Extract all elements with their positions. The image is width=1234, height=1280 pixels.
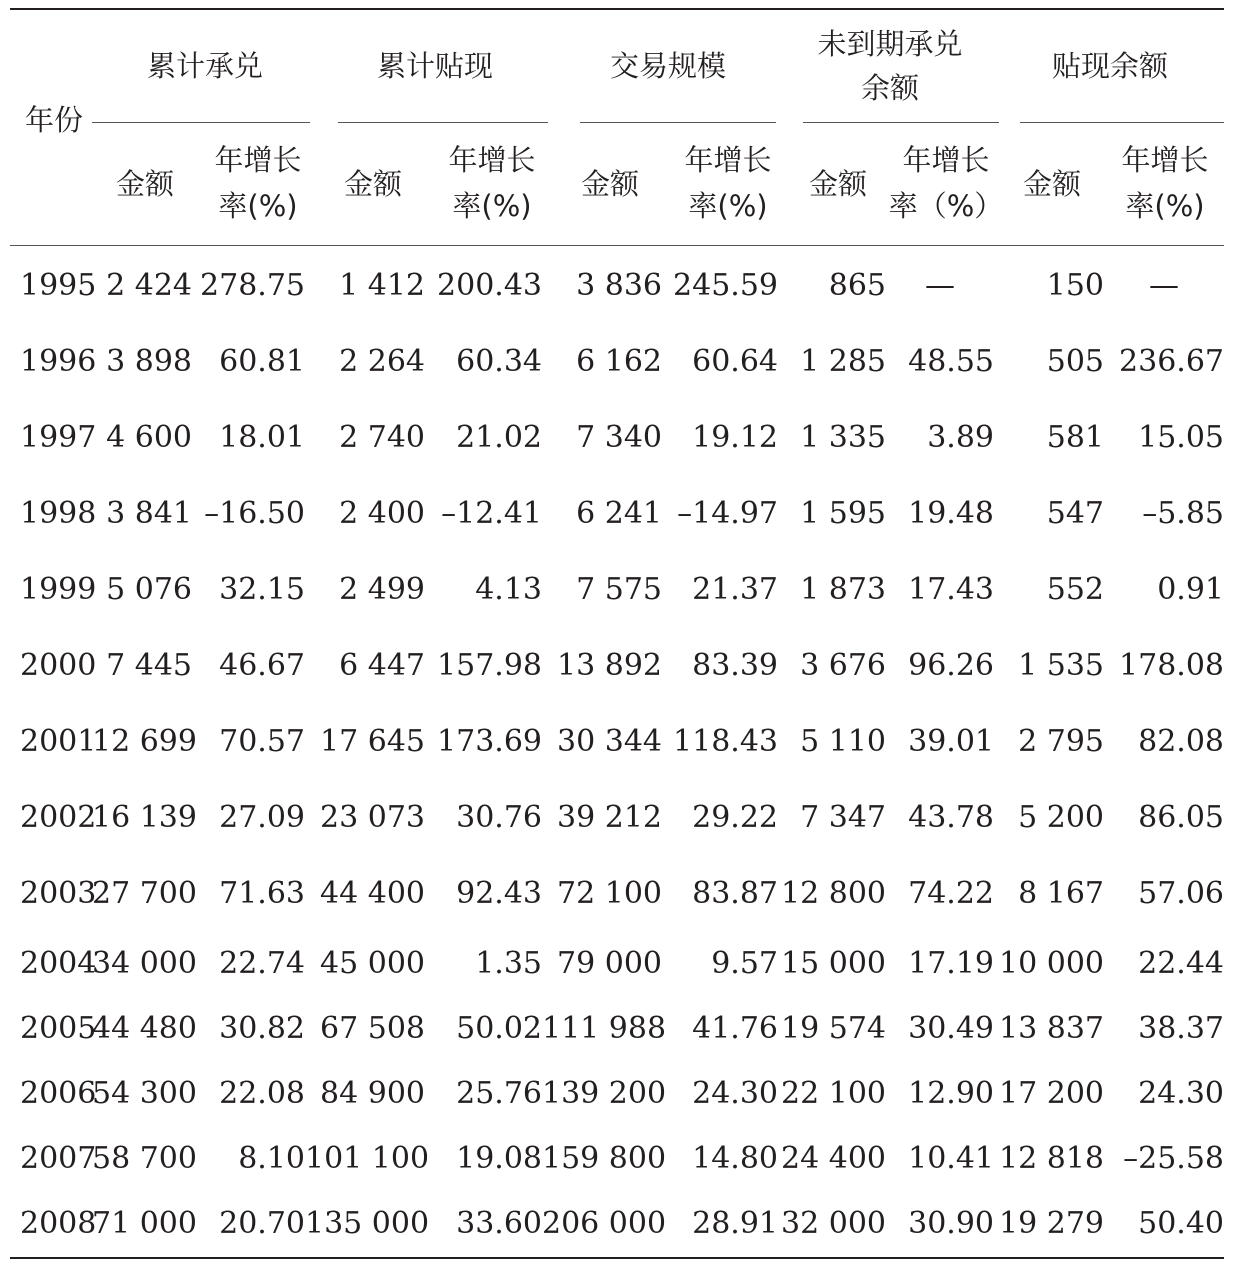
- amount-cell: 34 000: [92, 946, 197, 981]
- growth-cell: 29.22: [692, 799, 778, 835]
- growth-cell: 236.67: [1119, 343, 1224, 379]
- growth-cell: 30.90: [908, 1206, 994, 1241]
- table-row: [10, 247, 1224, 323]
- subheader-amount-5: 金额: [1022, 167, 1081, 201]
- year-cell: 1996: [20, 343, 97, 379]
- growth-cell: 18.01: [219, 419, 305, 455]
- amount-cell: 1 535: [1018, 647, 1104, 683]
- growth-cell: 92.43: [456, 875, 542, 911]
- table-row: [10, 627, 1224, 703]
- amount-cell: 6 241: [576, 495, 662, 531]
- growth-cell: 33.60: [456, 1206, 542, 1241]
- growth-cell: 0.91: [1157, 571, 1224, 607]
- amount-cell: 39 212: [557, 799, 662, 835]
- amount-cell: 12 818: [999, 1141, 1104, 1176]
- growth-cell: 178.08: [1119, 647, 1224, 683]
- amount-cell: 17 645: [320, 723, 425, 759]
- amount-cell: 27 700: [92, 875, 197, 911]
- group-header-trading-volume: 交易规模: [609, 49, 726, 83]
- growth-cell: 20.70: [219, 1206, 305, 1241]
- growth-cell: –5.85: [1142, 495, 1224, 531]
- growth-cell: 57.06: [1138, 875, 1224, 911]
- growth-cell: 30.76: [456, 799, 542, 835]
- growth-cell: 60.81: [219, 343, 305, 379]
- year-cell: 2007: [20, 1141, 97, 1176]
- table-row: [10, 779, 1224, 855]
- growth-cell: 39.01: [908, 723, 994, 759]
- table-row: [10, 475, 1224, 551]
- amount-cell: 30 344: [557, 723, 662, 759]
- table-row: [10, 399, 1224, 475]
- growth-cell: 19.08: [456, 1141, 542, 1176]
- amount-cell: 7 340: [576, 419, 662, 455]
- growth-cell: 12.90: [908, 1076, 994, 1111]
- amount-cell: 1 873: [800, 571, 886, 607]
- year-cell: 1999: [20, 571, 97, 607]
- growth-cell: 71.63: [219, 875, 305, 911]
- amount-cell: 3 841: [106, 495, 192, 531]
- amount-cell: 865: [828, 267, 886, 303]
- amount-cell: 2 424: [106, 267, 192, 303]
- growth-cell: 48.55: [908, 343, 994, 379]
- amount-cell: 54 300: [92, 1076, 197, 1111]
- year-cell: 1997: [20, 419, 97, 455]
- growth-cell: 41.76: [692, 1011, 778, 1046]
- header-bottom-rule: [10, 245, 1224, 246]
- amount-cell: 4 600: [106, 419, 192, 455]
- table-row: [10, 323, 1224, 399]
- data-table: [10, 247, 1224, 1256]
- group-rule-trading-volume: [580, 122, 776, 123]
- amount-cell: 67 508: [320, 1011, 425, 1046]
- table-row: [10, 703, 1224, 779]
- group-rule-outstanding-acceptance: [803, 122, 999, 123]
- growth-cell: 14.80: [692, 1141, 778, 1176]
- amount-cell: 2 740: [339, 419, 425, 455]
- amount-cell: 22 100: [781, 1076, 886, 1111]
- growth-cell: 17.43: [908, 571, 994, 607]
- group-rule-cumulative-discount: [338, 122, 548, 123]
- amount-cell: 7 445: [106, 647, 192, 683]
- amount-cell: 84 900: [320, 1076, 425, 1111]
- table-row: [10, 1191, 1224, 1256]
- subheader-amount-4: 金额: [808, 167, 867, 201]
- subheader-growth-2-line2: 率(%): [452, 189, 532, 223]
- amount-cell: 1 412: [339, 267, 425, 303]
- table-bottom-rule: [10, 1257, 1224, 1259]
- growth-cell: –25.58: [1123, 1141, 1224, 1176]
- amount-cell: 16 139: [92, 799, 197, 835]
- group-header-cumulative-acceptance: 累计承兑: [146, 49, 263, 83]
- growth-cell: 15.05: [1138, 419, 1224, 455]
- growth-cell: 9.57: [711, 946, 778, 981]
- growth-cell: 22.44: [1138, 946, 1224, 981]
- growth-cell: 173.69: [437, 723, 542, 759]
- growth-cell: 17.19: [908, 946, 994, 981]
- growth-cell: 22.08: [219, 1076, 305, 1111]
- amount-cell: 24 400: [781, 1141, 886, 1176]
- subheader-amount-3: 金额: [580, 167, 639, 201]
- amount-cell: 13 892: [557, 647, 662, 683]
- table-row: [10, 1061, 1224, 1126]
- amount-cell: 159 800: [542, 1141, 667, 1176]
- amount-cell: 2 795: [1018, 723, 1104, 759]
- growth-cell: 157.98: [437, 647, 542, 683]
- amount-cell: 15 000: [781, 946, 886, 981]
- growth-cell: 46.67: [219, 647, 305, 683]
- amount-cell: 44 400: [320, 875, 425, 911]
- growth-cell: 82.08: [1138, 723, 1224, 759]
- amount-cell: 7 347: [800, 799, 886, 835]
- amount-cell: 5 076: [106, 571, 192, 607]
- year-header: 年份: [24, 103, 83, 137]
- amount-cell: 552: [1046, 571, 1104, 607]
- growth-cell: 96.26: [908, 647, 994, 683]
- growth-cell: –14.97: [677, 495, 778, 531]
- growth-cell: 86.05: [1138, 799, 1224, 835]
- growth-cell: 30.49: [908, 1011, 994, 1046]
- year-cell: 1995: [20, 267, 97, 303]
- amount-cell: 1 285: [800, 343, 886, 379]
- amount-cell: 17 200: [999, 1076, 1104, 1111]
- year-cell: 2002: [20, 799, 97, 835]
- group-header-discount-balance: 贴现余额: [1051, 49, 1168, 83]
- growth-cell: 70.57: [219, 723, 305, 759]
- subheader-amount-1: 金额: [115, 167, 174, 201]
- growth-cell: 83.87: [692, 875, 778, 911]
- growth-cell: 27.09: [219, 799, 305, 835]
- subheader-growth-1-line1: 年增长: [214, 143, 302, 177]
- subheader-growth-1-line2: 率(%): [218, 189, 298, 223]
- growth-cell: 19.12: [692, 419, 778, 455]
- growth-cell: 28.91: [692, 1206, 778, 1241]
- growth-cell: —: [1149, 267, 1179, 303]
- growth-cell: 19.48: [908, 495, 994, 531]
- table-row: [10, 931, 1224, 996]
- amount-cell: 5 200: [1018, 799, 1104, 835]
- growth-cell: —: [925, 267, 955, 303]
- amount-cell: 10 000: [999, 946, 1104, 981]
- growth-cell: 245.59: [673, 267, 778, 303]
- year-cell: 2004: [20, 946, 97, 981]
- amount-cell: 72 100: [557, 875, 662, 911]
- amount-cell: 206 000: [542, 1206, 667, 1241]
- year-cell: 2003: [20, 875, 97, 911]
- growth-cell: 8.10: [238, 1141, 305, 1176]
- table-row: [10, 1126, 1224, 1191]
- year-cell: 1998: [20, 495, 97, 531]
- table-row: [10, 855, 1224, 931]
- growth-cell: 278.75: [200, 267, 305, 303]
- amount-cell: 13 837: [999, 1011, 1104, 1046]
- subheader-growth-4-line2: 率（%）: [888, 189, 1004, 223]
- growth-cell: 24.30: [1138, 1076, 1224, 1111]
- growth-cell: –12.41: [441, 495, 542, 531]
- amount-cell: 8 167: [1018, 875, 1104, 911]
- growth-cell: 32.15: [219, 571, 305, 607]
- amount-cell: 12 699: [92, 723, 197, 759]
- amount-cell: 6 447: [339, 647, 425, 683]
- amount-cell: 2 264: [339, 343, 425, 379]
- amount-cell: 139 200: [542, 1076, 667, 1111]
- growth-cell: 21.02: [456, 419, 542, 455]
- growth-cell: 83.39: [692, 647, 778, 683]
- growth-cell: 22.74: [219, 946, 305, 981]
- growth-cell: 118.43: [673, 723, 778, 759]
- growth-cell: 200.43: [437, 267, 542, 303]
- growth-cell: 50.02: [456, 1011, 542, 1046]
- amount-cell: 135 000: [305, 1206, 430, 1241]
- growth-cell: 24.30: [692, 1076, 778, 1111]
- amount-cell: 45 000: [320, 946, 425, 981]
- amount-cell: 3 836: [576, 267, 662, 303]
- subheader-growth-5-line2: 率(%): [1125, 189, 1205, 223]
- amount-cell: 101 100: [305, 1141, 430, 1176]
- growth-cell: 50.40: [1138, 1206, 1224, 1241]
- subheader-growth-4-line1: 年增长: [902, 143, 990, 177]
- growth-cell: 1.35: [475, 946, 542, 981]
- group-rule-discount-balance: [1020, 122, 1224, 123]
- amount-cell: 32 000: [781, 1206, 886, 1241]
- growth-cell: 25.76: [456, 1076, 542, 1111]
- subheader-growth-5-line1: 年增长: [1121, 143, 1209, 177]
- amount-cell: 7 575: [576, 571, 662, 607]
- amount-cell: 19 279: [999, 1206, 1104, 1241]
- growth-cell: 43.78: [908, 799, 994, 835]
- amount-cell: 1 335: [800, 419, 886, 455]
- group-header-cumulative-discount: 累计贴现: [376, 49, 493, 83]
- amount-cell: 19 574: [781, 1011, 886, 1046]
- amount-cell: 581: [1046, 419, 1104, 455]
- amount-cell: 3 898: [106, 343, 192, 379]
- subheader-growth-3-line1: 年增长: [684, 143, 772, 177]
- growth-cell: 60.64: [692, 343, 778, 379]
- amount-cell: 505: [1046, 343, 1104, 379]
- growth-cell: 60.34: [456, 343, 542, 379]
- amount-cell: 79 000: [557, 946, 662, 981]
- group-header-outstanding-acceptance-line1: 未到期承兑: [817, 27, 963, 61]
- table-top-rule: [10, 8, 1224, 10]
- amount-cell: 1 595: [800, 495, 886, 531]
- group-rule-cumulative-acceptance: [92, 122, 310, 123]
- table-row: [10, 551, 1224, 627]
- amount-cell: 5 110: [800, 723, 886, 759]
- growth-cell: –16.50: [204, 495, 305, 531]
- amount-cell: 150: [1046, 267, 1104, 303]
- year-cell: 2000: [20, 647, 97, 683]
- growth-cell: 3.89: [927, 419, 994, 455]
- growth-cell: 21.37: [692, 571, 778, 607]
- amount-cell: 58 700: [92, 1141, 197, 1176]
- amount-cell: 2 400: [339, 495, 425, 531]
- growth-cell: 10.41: [908, 1141, 994, 1176]
- amount-cell: 23 073: [320, 799, 425, 835]
- amount-cell: 6 162: [576, 343, 662, 379]
- amount-cell: 44 480: [92, 1011, 197, 1046]
- amount-cell: 111 988: [542, 1011, 667, 1046]
- data-table-body: [10, 247, 1224, 1256]
- subheader-amount-2: 金额: [343, 167, 402, 201]
- year-cell: 2008: [20, 1206, 97, 1241]
- subheader-growth-2-line1: 年增长: [448, 143, 536, 177]
- year-cell: 2001: [20, 723, 97, 759]
- year-cell: 2005: [20, 1011, 97, 1046]
- growth-cell: 38.37: [1138, 1011, 1224, 1046]
- amount-cell: 71 000: [92, 1206, 197, 1241]
- table-row: [10, 996, 1224, 1061]
- growth-cell: 30.82: [219, 1011, 305, 1046]
- amount-cell: 2 499: [339, 571, 425, 607]
- group-header-outstanding-acceptance-line2: 余额: [860, 71, 919, 105]
- growth-cell: 74.22: [908, 875, 994, 911]
- growth-cell: 4.13: [475, 571, 542, 607]
- amount-cell: 12 800: [781, 875, 886, 911]
- amount-cell: 547: [1046, 495, 1104, 531]
- amount-cell: 3 676: [800, 647, 886, 683]
- subheader-growth-3-line2: 率(%): [688, 189, 768, 223]
- year-cell: 2006: [20, 1076, 97, 1111]
